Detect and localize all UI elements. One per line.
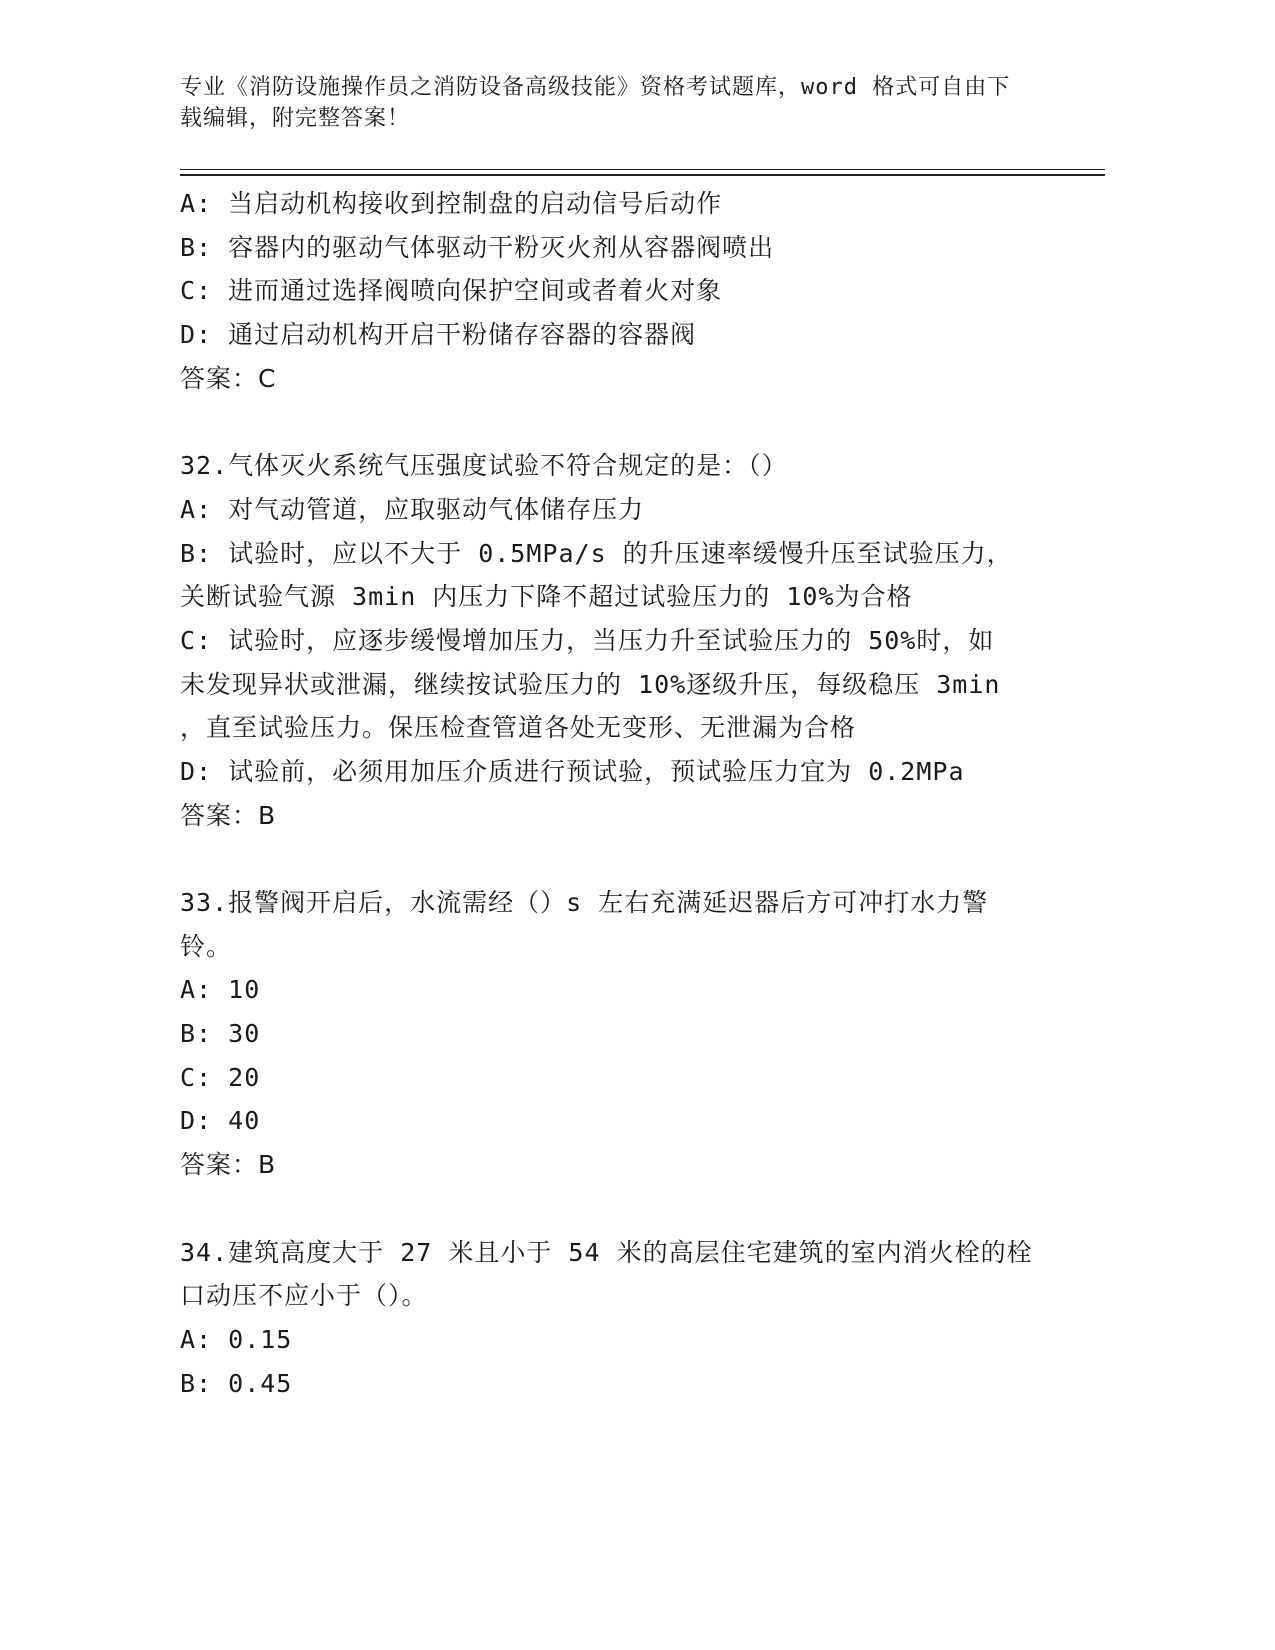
question-block-previous	[180, 182, 1040, 400]
option-a: A: 10	[180, 975, 261, 1005]
spacer	[180, 400, 1040, 444]
option-d: D: 试验前，必须用加压介质进行预试验，预试验压力宜为 0.2MPa	[180, 756, 965, 786]
question-block-34	[180, 1231, 1040, 1406]
option-b: B: 容器内的驱动气体驱动干粉灭火剂从容器阀喷出	[180, 232, 775, 262]
question-stem-continued: 口动压不应小于（）。	[180, 1281, 428, 1311]
option-b-continued: 关断试验气源 3min 内压力下降不超过试验压力的 10%为合格	[180, 582, 913, 612]
option-d: D: 40	[180, 1106, 261, 1136]
option-c: C: 进而通过选择阀喷向保护空间或者着火对象	[180, 276, 723, 306]
spacer	[180, 837, 1040, 881]
option-d: D: 通过启动机构开启干粉储存容器的容器阀	[180, 320, 697, 350]
question-stem: 33.报警阀开启后，水流需经（）s 左右充满延迟器后方可冲打水力警	[180, 888, 989, 917]
option-c: C: 20	[180, 1062, 261, 1092]
option-c-continued: ，直至试验压力。保压检查管道各处无变形、无泄漏为合格	[180, 713, 857, 743]
question-list	[180, 182, 1040, 1405]
answer-label: 答案：B	[180, 800, 277, 830]
question-stem-continued: 铃。	[180, 931, 233, 961]
option-a: A: 当启动机构接收到控制盘的启动信号后动作	[180, 189, 723, 218]
document-header	[180, 72, 1040, 134]
option-a: A: 0.15	[180, 1324, 293, 1354]
header-divider-thick	[180, 174, 1105, 176]
header-divider-thin	[180, 169, 1105, 170]
header-text-line-2: 载编辑，附完整答案！	[180, 106, 411, 131]
option-b: B: 30	[180, 1019, 261, 1049]
header-text-line-1: 专业《消防设施操作员之消防设备高级技能》资格考试题库，word 格式可自由下	[180, 75, 1011, 100]
spacer	[180, 1187, 1040, 1231]
option-b: B: 0.45	[180, 1368, 293, 1398]
option-b: B: 试验时，应以不大于 0.5MPa/s 的升压速率缓慢升压至试验压力，	[180, 538, 1013, 568]
answer-label: 答案：B	[180, 1150, 277, 1180]
question-block-33	[180, 881, 1040, 1187]
question-block-32	[180, 444, 1040, 837]
answer-label: 答案：C	[180, 363, 277, 393]
question-stem: 32.气体灭火系统气压强度试验不符合规定的是：（）	[180, 451, 788, 481]
option-a: A: 对气动管道，应取驱动气体储存压力	[180, 494, 645, 524]
option-c: C: 试验时，应逐步缓慢增加压力，当压力升至试验压力的 50%时，如	[180, 625, 995, 655]
option-c-continued: 未发现异状或泄漏，继续按试验压力的 10%逐级升压，每级稳压 3min	[180, 669, 1001, 699]
question-stem: 34.建筑高度大于 27 米且小于 54 米的高层住宅建筑的室内消火栓的栓	[180, 1237, 1033, 1267]
